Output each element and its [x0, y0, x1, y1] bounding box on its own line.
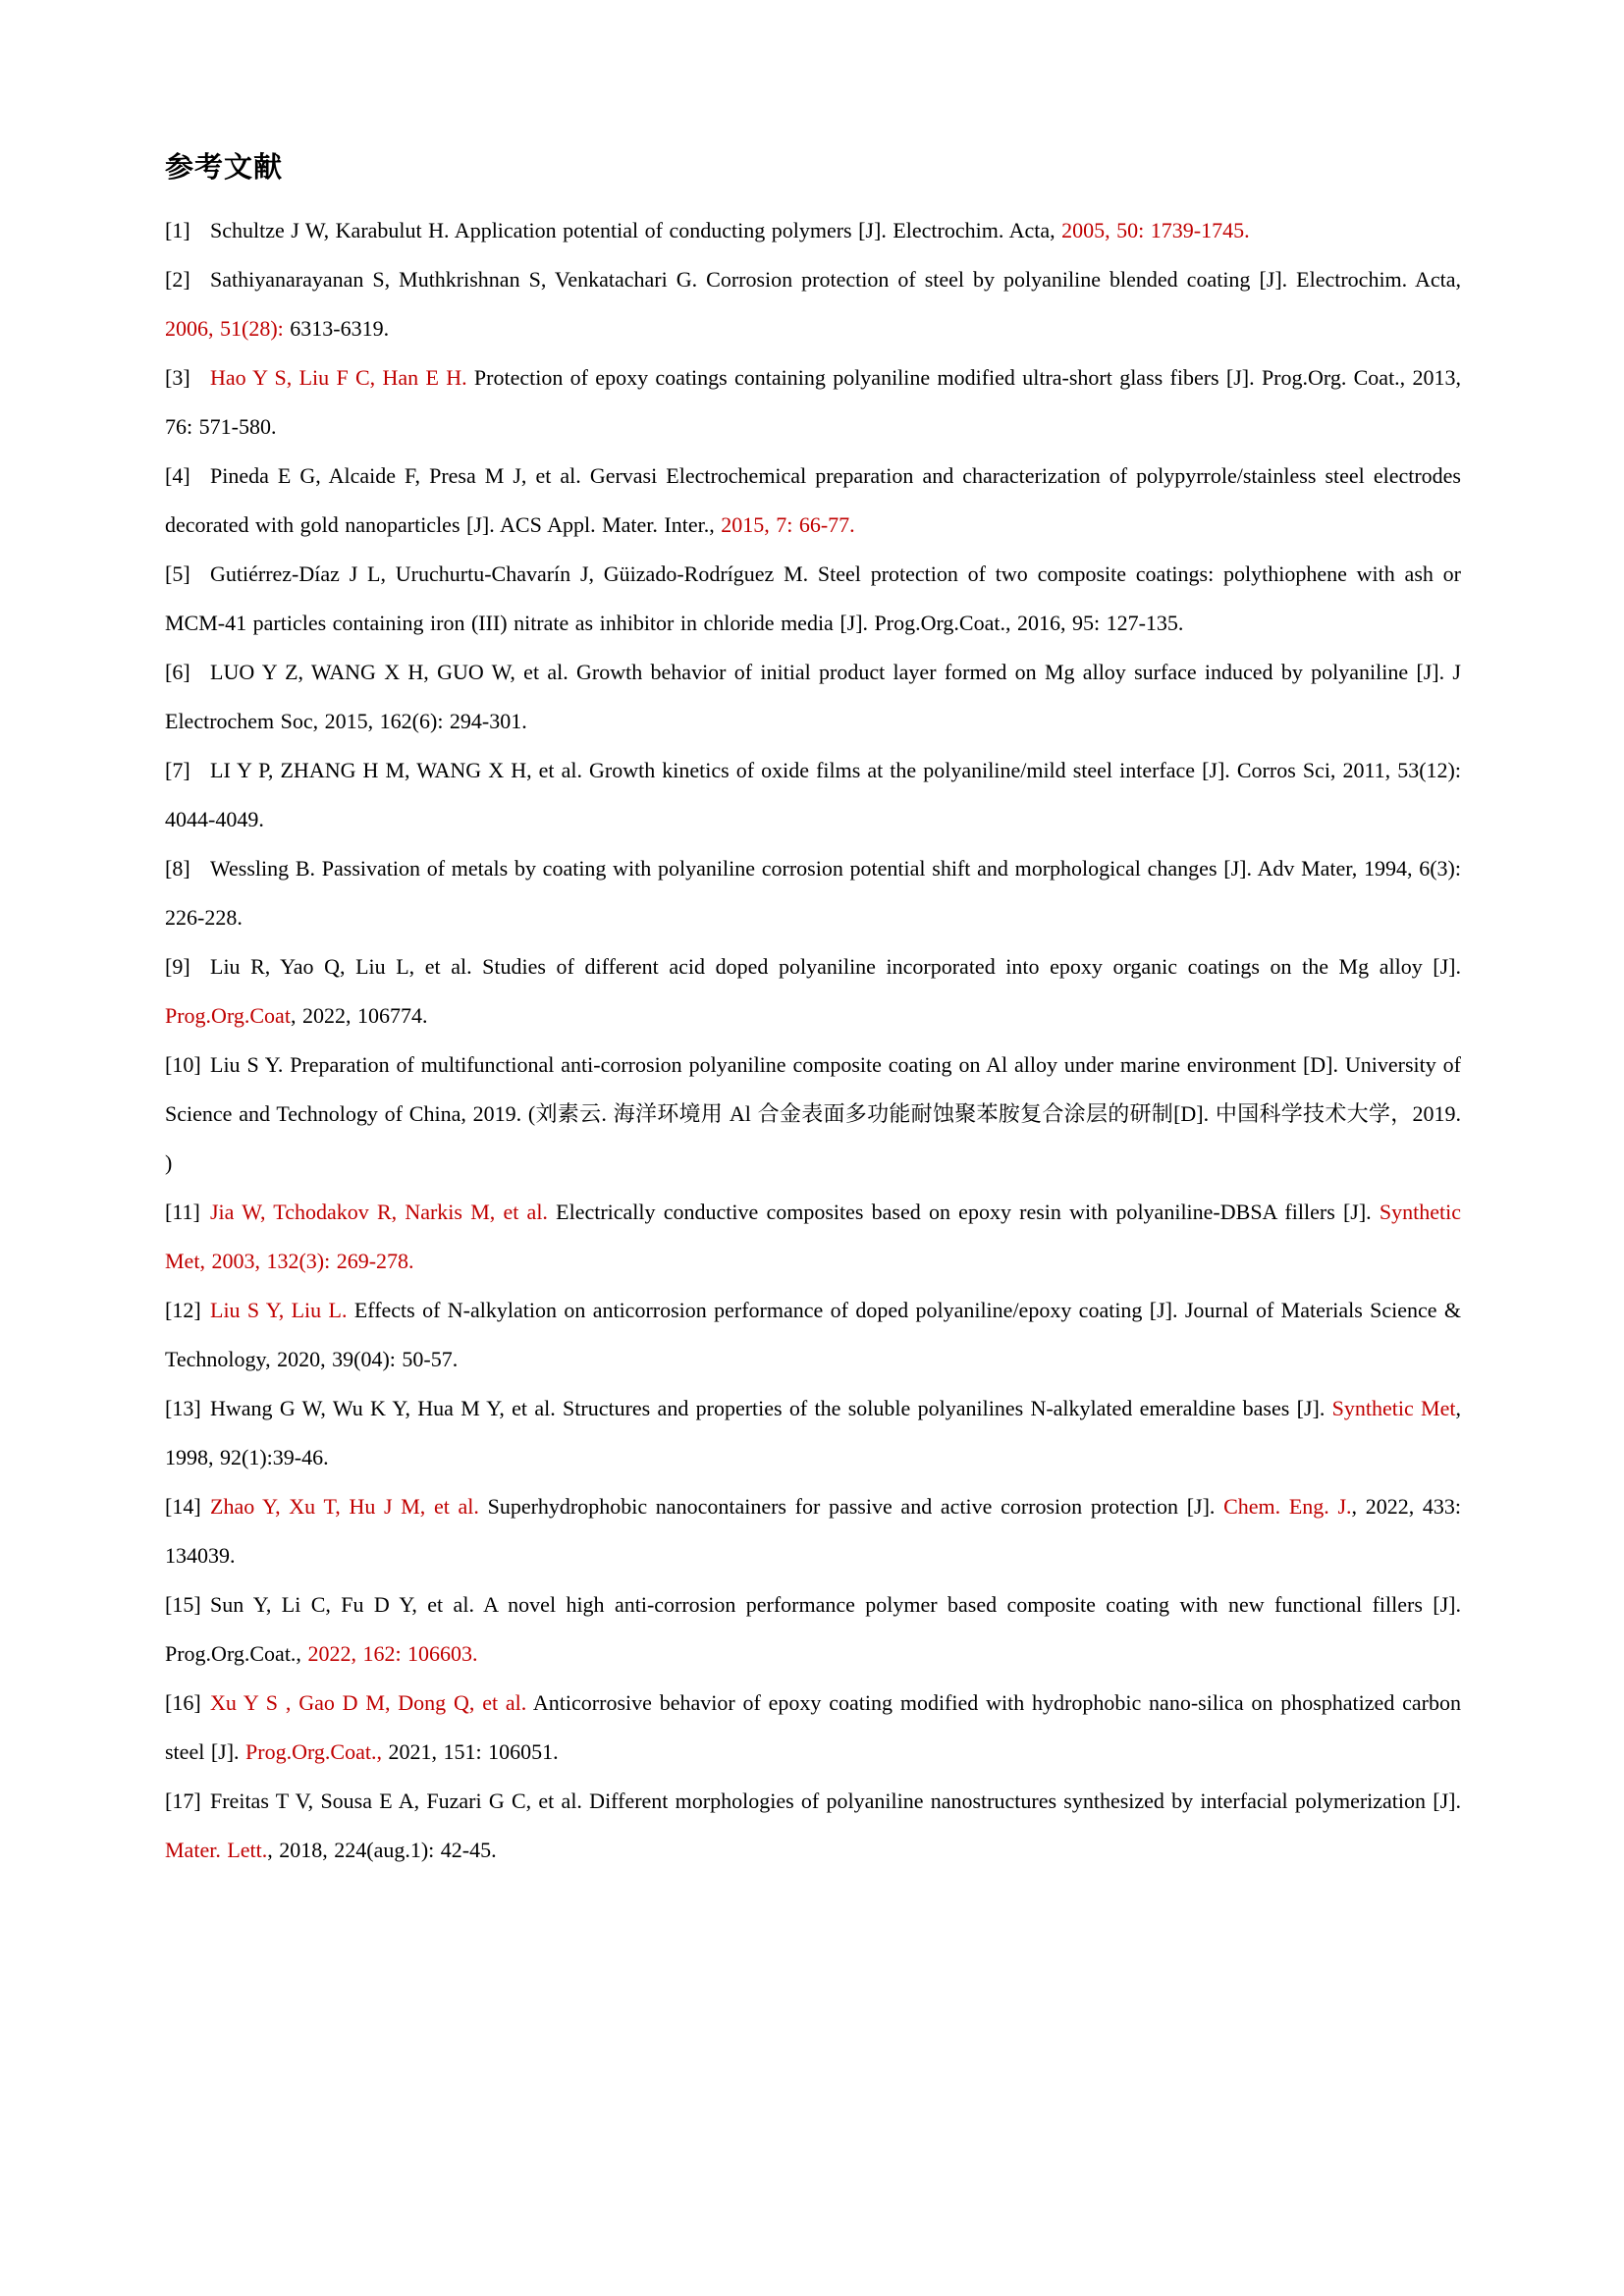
- reference-text-revised: Jia W, Tchodakov R, Narkis M, et al.: [210, 1200, 548, 1224]
- reference-number: [8]: [165, 856, 190, 881]
- reference-item: [165, 353, 1461, 452]
- reference-text-revised: 2005, 50: 1739-1745.: [1061, 218, 1250, 242]
- reference-text: , 2022, 106774.: [290, 1003, 428, 1028]
- reference-text: LI Y P, ZHANG H M, WANG X H, et al. Growth kinetics of oxide films at the polyaniline/mild steel interface [J]. Corros Sci, 2011, 53(12): 4044-4049.: [165, 758, 1461, 831]
- reference-item: [165, 206, 1461, 255]
- reference-number: [16]: [165, 1690, 201, 1715]
- reference-text: Wessling B. Passivation of metals by coating with polyaniline corrosion potential shift and morphological changes [J]. Adv Mater, 1994, 6(3): 226-228.: [165, 856, 1461, 930]
- reference-item: [165, 942, 1461, 1041]
- reference-text: Freitas T V, Sousa E A, Fuzari G C, et al. Different morphologies of polyaniline nanostructures synthesized by interfacial polymerization [J].: [210, 1789, 1461, 1813]
- reference-number: [4]: [165, 463, 190, 488]
- reference-item: [165, 452, 1461, 550]
- reference-item: [165, 844, 1461, 942]
- reference-number: [7]: [165, 758, 190, 782]
- reference-text: Liu S Y. Preparation of multifunctional anti-corrosion polyaniline composite coating on Al alloy under marine environment [D]. University of Science and Technology of China, 2019. (刘素云. 海洋环境用 Al 合金表面多功能耐蚀聚苯胺复合涂层的研制[D]. 中国科学技术大学，2019. ): [165, 1052, 1461, 1175]
- reference-item: [165, 1580, 1461, 1679]
- reference-text: LUO Y Z, WANG X H, GUO W, et al. Growth behavior of initial product layer formed on Mg alloy surface induced by polyaniline [J]. J Electrochem Soc, 2015, 162(6): 294-301.: [165, 660, 1461, 733]
- reference-text: Schultze J W, Karabulut H. Application potential of conducting polymers [J]. Electrochim. Acta,: [210, 218, 1062, 242]
- reference-number: [13]: [165, 1396, 201, 1420]
- references-list: [165, 206, 1461, 1875]
- reference-text: Liu R, Yao Q, Liu L, et al. Studies of different acid doped polyaniline incorporated into epoxy organic coatings on the Mg alloy [J].: [210, 954, 1461, 979]
- reference-text-revised: 2022, 162: 106603.: [307, 1641, 478, 1666]
- reference-text-revised: Mater. Lett.: [165, 1838, 268, 1862]
- reference-text: Gutiérrez-Díaz J L, Uruchurtu-Chavarín J, Güizado-Rodríguez M. Steel protection of two composite coatings: polythiophene with ash or MCM-41 particles containing iron (III) nitrate as inhibitor in chloride media [J]. Prog.Org.Coat., 2016, 95: 127-135.: [165, 561, 1461, 635]
- reference-number: [11]: [165, 1200, 200, 1224]
- reference-text: Protection of epoxy coatings containing polyaniline modified ultra-short glass fibers [J]. Prog.Org. Coat., 2013, 76: 571-580.: [165, 365, 1461, 439]
- reference-number: [5]: [165, 561, 190, 586]
- reference-text: Sun Y, Li C, Fu D Y, et al. A novel high anti-corrosion performance polymer based composite coating with new functional fillers [J]. Prog.Org.Coat.,: [165, 1592, 1461, 1666]
- reference-item: [165, 1482, 1461, 1580]
- reference-text: Pineda E G, Alcaide F, Presa M J, et al. Gervasi Electrochemical preparation and characterization of polypyrrole/stainless steel electrodes decorated with gold nanoparticles [J]. ACS Appl. Mater. Inter.,: [165, 463, 1461, 537]
- reference-number: [3]: [165, 365, 190, 390]
- reference-item: [165, 1777, 1461, 1875]
- reference-item: [165, 255, 1461, 353]
- reference-text: , 2018, 224(aug.1): 42-45.: [267, 1838, 497, 1862]
- reference-text: Electrically conductive composites based on epoxy resin with polyaniline-DBSA fillers [J].: [547, 1200, 1380, 1224]
- reference-number: [14]: [165, 1494, 201, 1519]
- reference-text: 6313-6319.: [283, 316, 390, 341]
- reference-number: [2]: [165, 267, 190, 292]
- reference-text: Superhydrophobic nanocontainers for passive and active corrosion protection [J].: [478, 1494, 1224, 1519]
- reference-text-revised: Chem. Eng. J.: [1223, 1494, 1352, 1519]
- reference-text-revised: Synthetic Met: [1331, 1396, 1456, 1420]
- reference-text-revised: Hao Y S, Liu F C, Han E H.: [210, 365, 467, 390]
- reference-text-revised: Liu S Y, Liu L.: [210, 1298, 348, 1322]
- reference-item: [165, 746, 1461, 844]
- reference-number: [12]: [165, 1298, 201, 1322]
- reference-item: [165, 1041, 1461, 1188]
- reference-number: [9]: [165, 954, 190, 979]
- reference-text-revised: Prog.Org.Coat: [165, 1003, 291, 1028]
- reference-text-revised: 2006, 51(28):: [165, 316, 284, 341]
- reference-number: [15]: [165, 1592, 201, 1617]
- reference-item: [165, 1384, 1461, 1482]
- reference-text-revised: 2015, 7: 66-77.: [721, 512, 855, 537]
- reference-text-revised: Zhao Y, Xu T, Hu J M, et al.: [210, 1494, 479, 1519]
- reference-text: , 1998, 92(1):39-46.: [165, 1396, 1461, 1469]
- reference-text-revised: Synthetic Met, 2003, 132(3): 269-278.: [165, 1200, 1461, 1273]
- reference-number: [17]: [165, 1789, 201, 1813]
- reference-text: 2021, 151: 106051.: [381, 1739, 559, 1764]
- reference-item: [165, 1188, 1461, 1286]
- page-title: 参考文献: [165, 152, 284, 184]
- reference-item: [165, 1286, 1461, 1384]
- reference-text-revised: Prog.Org.Coat.,: [245, 1739, 382, 1764]
- reference-item: [165, 648, 1461, 746]
- reference-text: Effects of N-alkylation on anticorrosion performance of doped polyaniline/epoxy coating [J]. Journal of Materials Science & Technology, 2020, 39(04): 50-57.: [165, 1298, 1462, 1371]
- reference-number: [6]: [165, 660, 190, 684]
- reference-item: [165, 1679, 1461, 1777]
- reference-text: , 2022, 433: 134039.: [165, 1494, 1461, 1568]
- reference-item: [165, 550, 1461, 648]
- reference-text: Hwang G W, Wu K Y, Hua M Y, et al. Structures and properties of the soluble polyanilines N-alkylated emeraldine bases [J].: [210, 1396, 1332, 1420]
- reference-number: [1]: [165, 218, 190, 242]
- reference-text-revised: Xu Y S , Gao D M, Dong Q, et al.: [210, 1690, 527, 1715]
- reference-text: Sathiyanarayanan S, Muthkrishnan S, Venkatachari G. Corrosion protection of steel by polyaniline blended coating [J]. Electrochim. Acta,: [210, 267, 1461, 292]
- reference-number: [10]: [165, 1052, 201, 1077]
- reference-text: Anticorrosive behavior of epoxy coating modified with hydrophobic nano-silica on phosphatized carbon steel [J].: [165, 1690, 1461, 1764]
